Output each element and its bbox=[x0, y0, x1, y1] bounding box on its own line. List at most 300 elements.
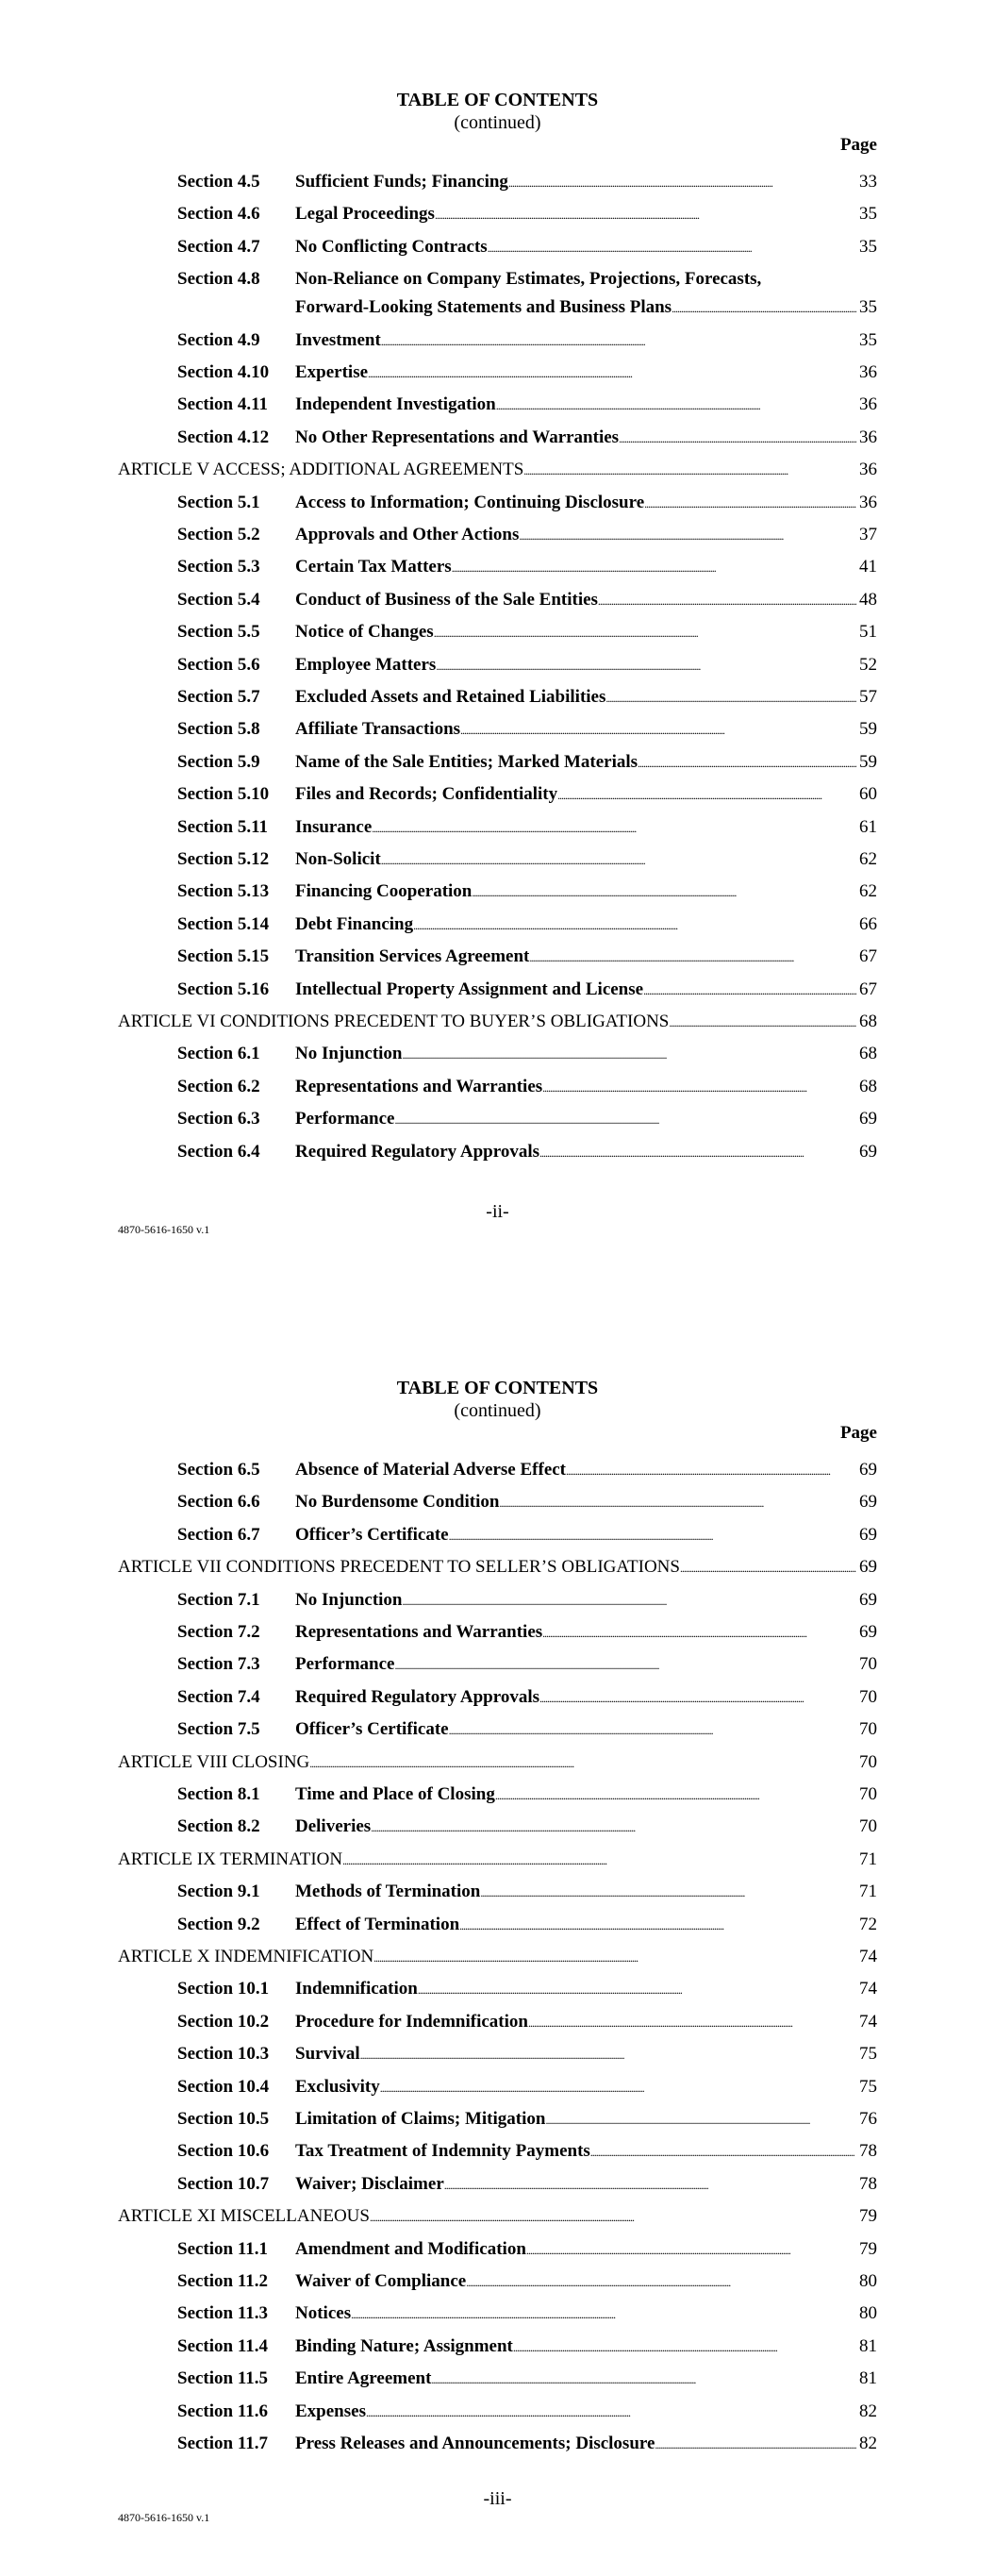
section-number: Section 11.6 bbox=[177, 2400, 269, 2421]
toc-entry-line bbox=[295, 881, 877, 903]
dot-leader bbox=[508, 172, 856, 193]
toc-entry-line bbox=[118, 1752, 877, 1774]
dot-leader bbox=[372, 817, 856, 839]
dot-leader bbox=[395, 1109, 857, 1130]
section-title: Notice of Changes bbox=[295, 622, 434, 643]
dot-leader bbox=[513, 2336, 856, 2358]
toc-entry-line bbox=[295, 817, 877, 839]
section-title: Certain Tax Matters bbox=[295, 557, 452, 577]
dot-leader bbox=[466, 2271, 856, 2293]
section-title: Required Regulatory Approvals bbox=[295, 1686, 539, 1707]
dot-leader bbox=[395, 1654, 857, 1676]
page-ref: 70 bbox=[859, 1719, 877, 1740]
toc-entry-line bbox=[295, 1979, 877, 2000]
dot-leader bbox=[449, 1525, 856, 1547]
dot-leader bbox=[373, 1947, 856, 1968]
page-ref: 81 bbox=[859, 2335, 877, 2356]
toc-entry-line bbox=[295, 394, 877, 416]
dot-leader bbox=[539, 1142, 856, 1163]
section-number: Section 10.6 bbox=[177, 2141, 270, 2162]
dot-leader bbox=[495, 1784, 856, 1806]
article-title: ARTICLE X INDEMNIFICATION bbox=[118, 1947, 374, 1966]
section-title: Financing Cooperation bbox=[295, 881, 473, 902]
section-title: Survival bbox=[295, 2044, 360, 2065]
toc-subtitle: (continued) bbox=[454, 112, 541, 133]
dot-leader bbox=[643, 979, 856, 1001]
section-title: Exclusivity bbox=[295, 2076, 380, 2097]
toc-entry-line bbox=[295, 1590, 877, 1612]
section-number: Section 6.3 bbox=[177, 1109, 260, 1129]
page-ref: 69 bbox=[859, 1492, 877, 1513]
toc-entry-line bbox=[295, 2077, 877, 2099]
page-ref: 59 bbox=[859, 719, 877, 740]
section-title: Absence of Material Adverse Effect bbox=[295, 1460, 567, 1480]
dot-leader bbox=[370, 2206, 856, 2228]
article-title: ARTICLE XI MISCELLANEOUS bbox=[118, 2206, 370, 2227]
section-title: Deliveries bbox=[295, 1816, 372, 1837]
page-ref: 61 bbox=[859, 816, 877, 837]
dot-leader bbox=[368, 362, 856, 384]
dot-leader bbox=[644, 493, 856, 514]
page-ref: 37 bbox=[859, 525, 877, 544]
dot-leader bbox=[371, 1816, 856, 1838]
section-number: Section 4.7 bbox=[177, 236, 260, 257]
section-number: Section 5.11 bbox=[177, 816, 269, 837]
toc-entry-line bbox=[118, 1557, 877, 1579]
toc-entry-line bbox=[295, 362, 877, 384]
toc-entry-line bbox=[295, 330, 877, 352]
page-ref: 57 bbox=[859, 687, 877, 707]
page-ref: 71 bbox=[859, 1882, 877, 1902]
section-number: Section 4.5 bbox=[177, 172, 260, 192]
page-ref: 70 bbox=[859, 1784, 877, 1804]
page-ref: 70 bbox=[859, 1654, 877, 1675]
toc-entry-line bbox=[118, 1849, 877, 1871]
section-number: Section 5.16 bbox=[177, 979, 270, 999]
page-ref: 70 bbox=[859, 1751, 877, 1772]
page-ref: 68 bbox=[859, 1044, 877, 1064]
section-title: Waiver of Compliance bbox=[295, 2271, 467, 2291]
dot-leader bbox=[669, 1012, 856, 1033]
dot-leader bbox=[545, 2109, 856, 2131]
section-number: Section 11.1 bbox=[177, 2238, 269, 2259]
toc-entry-line bbox=[295, 1687, 877, 1709]
section-title: Employee Matters bbox=[295, 654, 437, 675]
page-ref: 67 bbox=[859, 946, 877, 967]
section-number: Section 8.2 bbox=[177, 1816, 260, 1837]
page-ref: 41 bbox=[859, 557, 877, 577]
page-ref: 67 bbox=[859, 979, 877, 999]
section-title-line1: Non-Reliance on Company Estimates, Projections, Forecasts, bbox=[295, 269, 762, 290]
toc-entry-line bbox=[118, 460, 877, 481]
page-ref: 52 bbox=[859, 654, 877, 675]
dot-leader bbox=[449, 1719, 856, 1741]
dot-leader bbox=[557, 784, 856, 806]
dot-leader bbox=[529, 946, 856, 968]
dot-leader bbox=[351, 2303, 856, 2325]
section-number: Section 6.7 bbox=[177, 1524, 260, 1545]
section-title: Waiver; Disclaimer bbox=[295, 2173, 444, 2194]
section-number: Section 11.3 bbox=[177, 2303, 269, 2324]
toc-entry-line bbox=[295, 1460, 877, 1481]
section-title: Legal Proceedings bbox=[295, 204, 435, 225]
dot-leader bbox=[431, 2368, 856, 2390]
toc-entry-line bbox=[295, 622, 877, 644]
dot-leader bbox=[342, 1849, 856, 1871]
page-ref: 78 bbox=[859, 2141, 877, 2162]
section-title: Time and Place of Closing bbox=[295, 1784, 495, 1804]
dot-leader bbox=[472, 881, 856, 903]
section-title: Press Releases and Announcements; Disclosure bbox=[295, 2434, 655, 2453]
page-ref: 69 bbox=[859, 1589, 877, 1610]
page-ref: 75 bbox=[859, 2044, 877, 2065]
dot-leader bbox=[381, 849, 856, 871]
section-title: Intellectual Property Assignment and License bbox=[295, 979, 644, 999]
section-number: Section 9.2 bbox=[177, 1914, 260, 1934]
section-title: Indemnification bbox=[295, 1979, 418, 1999]
toc-entry-line bbox=[295, 2044, 877, 2066]
toc-entry-line bbox=[295, 784, 877, 806]
section-title: Officer’s Certificate bbox=[295, 1719, 449, 1740]
dot-leader bbox=[309, 1752, 856, 1774]
toc-entry-line bbox=[295, 1622, 877, 1644]
section-number: Section 5.1 bbox=[177, 492, 260, 512]
section-number: Section 10.2 bbox=[177, 2011, 270, 2032]
page-ref: 82 bbox=[859, 2434, 877, 2453]
section-title: Performance bbox=[295, 1109, 395, 1129]
page-ref: 69 bbox=[859, 1622, 877, 1642]
section-title: No Burdensome Condition bbox=[295, 1492, 500, 1513]
toc-entry-line bbox=[295, 2109, 877, 2131]
section-title: Name of the Sale Entities; Marked Materials bbox=[295, 751, 638, 772]
document-id: 4870-5616-1650 v.1 bbox=[118, 1223, 210, 1236]
section-number: Section 10.1 bbox=[177, 1979, 270, 1999]
toc-entry-line bbox=[295, 979, 877, 1001]
dot-leader bbox=[403, 1590, 857, 1612]
section-title: Representations and Warranties bbox=[295, 1622, 543, 1642]
section-title: Entire Agreement bbox=[295, 2368, 432, 2389]
section-number: Section 4.10 bbox=[177, 362, 270, 382]
section-number: Section 5.14 bbox=[177, 913, 270, 934]
toc-title: TABLE OF CONTENTS bbox=[396, 90, 599, 110]
toc-entry-line bbox=[295, 2434, 877, 2455]
toc-entry-line bbox=[118, 2206, 877, 2228]
dot-leader bbox=[672, 297, 856, 319]
dot-leader bbox=[638, 752, 856, 774]
toc-entry-line bbox=[295, 2012, 877, 2033]
section-number: Section 11.7 bbox=[177, 2434, 269, 2453]
section-number: Section 6.5 bbox=[177, 1460, 260, 1480]
dot-leader bbox=[480, 1882, 856, 1903]
section-title: Transition Services Agreement bbox=[295, 946, 530, 967]
toc-entry-line bbox=[295, 914, 877, 936]
toc-entry-line bbox=[295, 172, 877, 193]
page-ref: 36 bbox=[859, 362, 877, 382]
section-title: Methods of Termination bbox=[295, 1882, 481, 1902]
section-number: Section 5.4 bbox=[177, 589, 260, 610]
toc-entry-line bbox=[295, 752, 877, 774]
page-ref: 69 bbox=[859, 1109, 877, 1129]
toc-entry-line bbox=[295, 946, 877, 968]
toc-entry-line bbox=[295, 2239, 877, 2261]
page-ref: 80 bbox=[859, 2271, 877, 2291]
toc-title: TABLE OF CONTENTS bbox=[396, 1378, 599, 1398]
dot-leader bbox=[380, 2077, 856, 2099]
toc-entry-line bbox=[295, 1077, 877, 1098]
page-ref: 69 bbox=[859, 1557, 877, 1578]
toc-entry-line bbox=[295, 2303, 877, 2325]
toc-entry-line bbox=[295, 1109, 877, 1130]
page-ref: 72 bbox=[859, 1914, 877, 1934]
section-number: Section 5.2 bbox=[177, 525, 260, 544]
section-title: Investment bbox=[295, 329, 381, 350]
article-title: ARTICLE VII CONDITIONS PRECEDENT TO SELLER’S OBLIGATIONS bbox=[118, 1557, 680, 1578]
page-ref: 33 bbox=[859, 172, 877, 192]
toc-entry-line bbox=[295, 719, 877, 741]
section-number: Section 7.3 bbox=[177, 1654, 260, 1675]
toc-entry-line bbox=[295, 1915, 877, 1936]
section-number: Section 7.4 bbox=[177, 1686, 260, 1707]
dot-leader bbox=[542, 1622, 856, 1644]
page-ref: 36 bbox=[859, 492, 877, 512]
section-title: Insurance bbox=[295, 816, 373, 837]
page-ref: 76 bbox=[859, 2109, 877, 2129]
section-title: Sufficient Funds; Financing bbox=[295, 172, 508, 192]
toc-entry-line bbox=[295, 1492, 877, 1514]
section-title: Officer’s Certificate bbox=[295, 1524, 449, 1545]
section-number: Section 5.10 bbox=[177, 784, 270, 805]
dot-leader bbox=[680, 1557, 856, 1579]
toc-entry-line bbox=[295, 2401, 877, 2423]
toc-entry-line bbox=[295, 297, 877, 319]
toc-entry-line bbox=[295, 237, 877, 259]
page-ref: 81 bbox=[859, 2368, 877, 2389]
section-title: Amendment and Modification bbox=[295, 2238, 526, 2259]
section-number: Section 5.3 bbox=[177, 557, 260, 577]
dot-leader bbox=[605, 687, 856, 709]
toc-entry-line bbox=[118, 1012, 877, 1033]
dot-leader bbox=[496, 394, 856, 416]
document-id: 4870-5616-1650 v.1 bbox=[118, 2511, 210, 2524]
dot-leader bbox=[523, 460, 856, 481]
page-ref: 71 bbox=[859, 1848, 877, 1869]
toc-entry-line bbox=[295, 2141, 877, 2163]
section-number: Section 8.1 bbox=[177, 1784, 260, 1804]
toc-entry-line bbox=[118, 1947, 877, 1968]
section-number: Section 4.8 bbox=[177, 269, 260, 290]
page-ref: 36 bbox=[859, 427, 877, 447]
toc-entry-line bbox=[295, 655, 877, 677]
page-number: -ii- bbox=[486, 1201, 509, 1222]
page-ref: 74 bbox=[859, 1947, 877, 1966]
section-number: Section 4.9 bbox=[177, 329, 260, 350]
section-number: Section 10.4 bbox=[177, 2076, 270, 2097]
toc-entry-line bbox=[295, 1719, 877, 1741]
page-ref: 70 bbox=[859, 1816, 877, 1837]
page-ref: 75 bbox=[859, 2076, 877, 2097]
section-title: Independent Investigation bbox=[295, 394, 496, 415]
page-ref: 35 bbox=[859, 297, 877, 318]
section-title: Performance bbox=[295, 1654, 395, 1675]
page-ref: 79 bbox=[859, 2206, 877, 2227]
section-title: Notices bbox=[295, 2303, 352, 2324]
section-number: Section 4.12 bbox=[177, 427, 270, 447]
page-ref: 69 bbox=[859, 1141, 877, 1162]
page-ref: 80 bbox=[859, 2303, 877, 2324]
dot-leader bbox=[528, 2012, 856, 2033]
dot-leader bbox=[360, 2044, 856, 2066]
toc-entry-line bbox=[295, 525, 877, 546]
section-number: Section 6.6 bbox=[177, 1492, 260, 1513]
section-number: Section 4.11 bbox=[177, 394, 269, 415]
page-ref: 68 bbox=[859, 1076, 877, 1096]
section-number: Section 11.4 bbox=[177, 2335, 269, 2356]
section-number: Section 5.13 bbox=[177, 881, 270, 902]
section-title: No Conflicting Contracts bbox=[295, 236, 488, 257]
toc-entry-line bbox=[295, 2271, 877, 2293]
section-title: Required Regulatory Approvals bbox=[295, 1141, 539, 1162]
toc-entry-line bbox=[295, 590, 877, 611]
dot-leader bbox=[403, 1044, 857, 1065]
section-title: Binding Nature; Assignment bbox=[295, 2335, 513, 2356]
dot-leader bbox=[418, 1979, 856, 2000]
section-title: Access to Information; Continuing Disclosure bbox=[295, 492, 645, 512]
section-number: Section 10.7 bbox=[177, 2173, 270, 2194]
section-title: No Injunction bbox=[295, 1589, 403, 1610]
section-number: Section 9.1 bbox=[177, 1882, 260, 1902]
page-ref: 35 bbox=[859, 236, 877, 257]
toc-entry-line bbox=[295, 1044, 877, 1065]
dot-leader bbox=[619, 427, 856, 449]
dot-leader bbox=[459, 1915, 856, 1936]
section-number: Section 7.5 bbox=[177, 1719, 260, 1740]
section-title: Excluded Assets and Retained Liabilities bbox=[295, 687, 606, 707]
toc-entry-line bbox=[295, 204, 877, 226]
toc-entry-line bbox=[295, 687, 877, 709]
toc-entry-line bbox=[295, 1142, 877, 1163]
page-ref: 51 bbox=[859, 622, 877, 643]
page-column-header: Page bbox=[839, 135, 877, 155]
section-number: Section 7.1 bbox=[177, 1589, 260, 1610]
dot-leader bbox=[655, 2434, 856, 2455]
section-title: Procedure for Indemnification bbox=[295, 2011, 528, 2032]
dot-leader bbox=[542, 1077, 856, 1098]
dot-leader bbox=[566, 1460, 856, 1481]
section-title: Limitation of Claims; Mitigation bbox=[295, 2109, 546, 2129]
page-ref: 59 bbox=[859, 751, 877, 772]
section-number: Section 5.15 bbox=[177, 946, 270, 967]
article-title: ARTICLE VIII CLOSING bbox=[118, 1751, 310, 1772]
page-ref: 79 bbox=[859, 2238, 877, 2259]
toc-entry-line bbox=[295, 2336, 877, 2358]
section-title: No Other Representations and Warranties bbox=[295, 427, 620, 447]
toc-entry-line bbox=[295, 493, 877, 514]
section-title: Approvals and Other Actions bbox=[295, 525, 520, 544]
dot-leader bbox=[444, 2174, 856, 2196]
section-number: Section 5.5 bbox=[177, 622, 260, 643]
toc-entry-line bbox=[295, 557, 877, 578]
section-number: Section 5.12 bbox=[177, 849, 270, 869]
section-title: Effect of Termination bbox=[295, 1914, 460, 1934]
section-title: Files and Records; Confidentiality bbox=[295, 784, 558, 805]
dot-leader bbox=[598, 590, 856, 611]
dot-leader bbox=[488, 237, 856, 259]
section-number: Section 11.5 bbox=[177, 2368, 269, 2389]
toc-entry-line bbox=[295, 1784, 877, 1806]
toc-entry-line bbox=[295, 1882, 877, 1903]
dot-leader bbox=[460, 719, 856, 741]
page-ref: 35 bbox=[859, 329, 877, 350]
page-ref: 36 bbox=[859, 460, 877, 480]
section-number: Section 5.7 bbox=[177, 687, 260, 707]
article-title: ARTICLE IX TERMINATION bbox=[118, 1848, 343, 1869]
dot-leader bbox=[499, 1492, 856, 1514]
section-title: Expenses bbox=[295, 2400, 366, 2421]
section-title: Representations and Warranties bbox=[295, 1076, 543, 1096]
article-title: ARTICLE V ACCESS; ADDITIONAL AGREEMENTS bbox=[118, 460, 524, 480]
dot-leader bbox=[366, 2401, 856, 2423]
page-ref: 70 bbox=[859, 1686, 877, 1707]
section-number: Section 6.2 bbox=[177, 1076, 260, 1096]
section-title: Expertise bbox=[295, 362, 369, 382]
section-number: Section 10.3 bbox=[177, 2044, 270, 2065]
dot-leader bbox=[539, 1687, 856, 1709]
page-ref: 82 bbox=[859, 2400, 877, 2421]
article-title: ARTICLE VI CONDITIONS PRECEDENT TO BUYER’S OBLIGATIONS bbox=[118, 1012, 670, 1031]
section-number: Section 5.8 bbox=[177, 719, 260, 740]
toc-entry-line bbox=[295, 1654, 877, 1676]
page-ref: 69 bbox=[859, 1460, 877, 1480]
toc-entry-line bbox=[295, 849, 877, 871]
page-ref: 62 bbox=[859, 881, 877, 902]
section-title: Forward-Looking Statements and Business Plans bbox=[295, 297, 672, 318]
section-number: Section 6.1 bbox=[177, 1044, 260, 1064]
page-ref: 48 bbox=[859, 589, 877, 610]
page-ref: 36 bbox=[859, 394, 877, 415]
page-ref: 66 bbox=[859, 913, 877, 934]
page-column-header: Page bbox=[839, 1423, 877, 1443]
section-number: Section 4.6 bbox=[177, 204, 260, 225]
section-title: Non-Solicit bbox=[295, 849, 381, 869]
page-number: -iii- bbox=[483, 2488, 512, 2509]
dot-leader bbox=[452, 557, 856, 578]
page-ref: 60 bbox=[859, 784, 877, 805]
page-ref: 68 bbox=[859, 1012, 877, 1031]
dot-leader bbox=[436, 655, 856, 677]
dot-leader bbox=[519, 525, 856, 546]
section-title: Debt Financing bbox=[295, 913, 414, 934]
dot-leader bbox=[381, 330, 856, 352]
section-number: Section 10.5 bbox=[177, 2109, 270, 2129]
section-number: Section 6.4 bbox=[177, 1141, 260, 1162]
section-number: Section 5.6 bbox=[177, 654, 260, 675]
page-ref: 62 bbox=[859, 849, 877, 869]
section-title: Conduct of Business of the Sale Entities bbox=[295, 589, 598, 610]
page-ref: 74 bbox=[859, 1979, 877, 1999]
dot-leader bbox=[434, 622, 856, 644]
page-ref: 69 bbox=[859, 1524, 877, 1545]
dot-leader bbox=[413, 914, 856, 936]
section-number: Section 11.2 bbox=[177, 2271, 269, 2291]
section-title: Tax Treatment of Indemnity Payments bbox=[295, 2141, 590, 2162]
dot-leader bbox=[526, 2239, 856, 2261]
section-title: Affiliate Transactions bbox=[295, 719, 461, 740]
toc-entry-line bbox=[295, 1816, 877, 1838]
page-ref: 74 bbox=[859, 2011, 877, 2032]
dot-leader bbox=[435, 204, 856, 226]
toc-entry-line bbox=[295, 427, 877, 449]
toc-subtitle: (continued) bbox=[454, 1400, 541, 1421]
